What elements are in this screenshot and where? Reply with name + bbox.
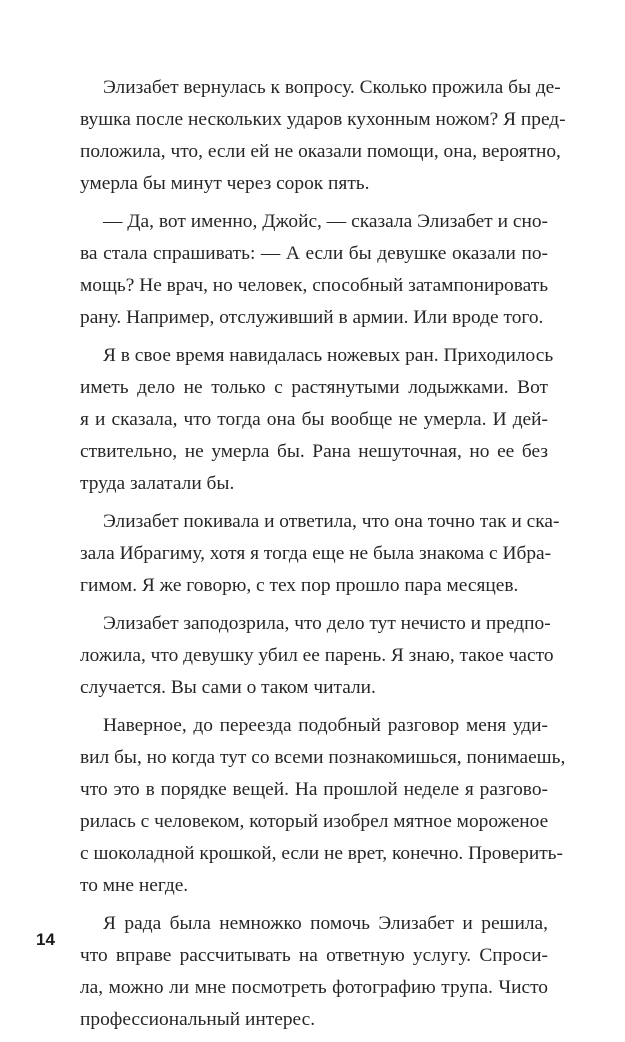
paragraph-2 xyxy=(80,206,548,334)
text-line: мощь? Не врач, но человек, способный затампонировать xyxy=(80,275,549,296)
text-line: Элизабет заподозрила, что дело тут нечисто и предпо- xyxy=(103,613,551,634)
text-line: Наверное, до переезда подобный разговор меня уди- xyxy=(103,715,548,736)
text-line: вил бы, но когда тут со всеми познакомишься, понимаешь, xyxy=(80,747,566,768)
text-line: что это в порядке вещей. На прошлой неделе я разгово- xyxy=(80,779,548,800)
text-line: иметь дело не только с растянутыми лодыжками. Вот xyxy=(80,377,548,398)
text-line: — Да, вот именно, Джойс, — сказала Элизабет и сно- xyxy=(103,211,548,232)
text-line: профессиональный интерес. xyxy=(80,1009,316,1030)
page-body xyxy=(80,72,566,1042)
page-number: 14 xyxy=(36,930,55,949)
paragraph-5 xyxy=(80,608,554,704)
paragraph-4 xyxy=(80,506,560,602)
text-line: рану. Например, отслуживший в армии. Или вроде того. xyxy=(80,307,544,328)
text-line: Я рада была немножко помочь Элизабет и решила, xyxy=(103,913,548,934)
paragraph-6 xyxy=(80,710,566,902)
text-line: то мне негде. xyxy=(80,875,189,896)
text-line: ствительно, не умерла бы. Рана нешуточная, но ее без xyxy=(80,441,548,462)
text-line: зала Ибрагиму, хотя я тогда еще не была знакома с Ибра- xyxy=(80,543,552,564)
text-line: Я в свое время навидалась ножевых ран. Приходилось xyxy=(103,345,554,366)
text-line: случается. Вы сами о таком читали. xyxy=(80,677,376,698)
text-line: ва стала спрашивать: — А если бы девушке оказали по- xyxy=(80,243,548,264)
text-line: ложила, что девушку убил ее парень. Я знаю, такое часто xyxy=(80,645,554,666)
text-line: положила, что, если ей не оказали помощи, она, вероятно, xyxy=(80,141,561,162)
text-line: с шоколадной крошкой, если не врет, конечно. Проверить- xyxy=(80,843,563,864)
text-line: гимом. Я же говорю, с тех пор прошло пара месяцев. xyxy=(80,575,519,596)
paragraph-3 xyxy=(80,340,554,500)
text-line: я и сказала, что тогда она бы вообще не умерла. И дей- xyxy=(80,409,548,430)
text-line: ла, можно ли мне посмотреть фотографию трупа. Чисто xyxy=(80,977,548,998)
text-line: умерла бы минут через сорок пять. xyxy=(80,173,370,194)
text-line: Элизабет вернулась к вопросу. Сколько прожила бы де- xyxy=(103,77,561,98)
text-line: рилась с человеком, который изобрел мятное мороженое xyxy=(80,811,549,832)
paragraph-7 xyxy=(80,908,548,1036)
paragraph-1 xyxy=(80,72,566,200)
text-line: что вправе рассчитывать на ответную услугу. Спроси- xyxy=(80,945,548,966)
text-line: труда залатали бы. xyxy=(80,473,235,494)
text-line: вушка после нескольких ударов кухонным ножом? Я пред- xyxy=(80,109,566,130)
text-line: Элизабет покивала и ответила, что она точно так и ска- xyxy=(103,511,560,532)
